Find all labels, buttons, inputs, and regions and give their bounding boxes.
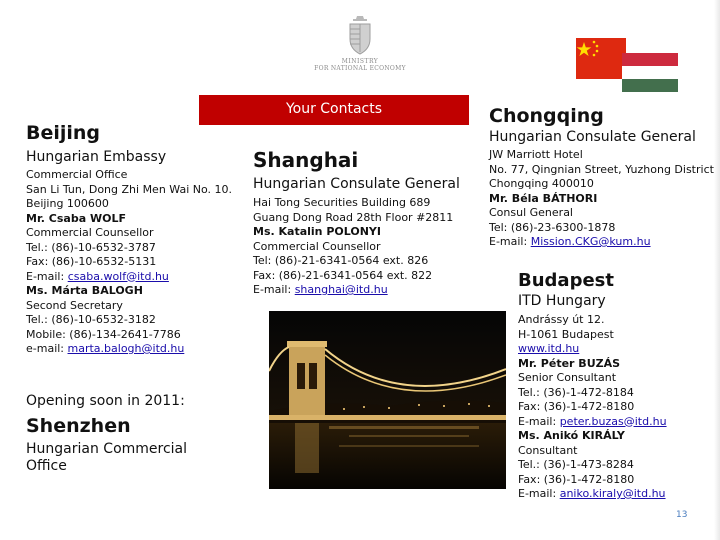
chongqing-email-link[interactable]: Mission.CKG@kum.hu [530, 235, 651, 248]
chongqing-line: Chongqing 400010 [489, 177, 594, 190]
shenzhen-title: Shenzhen [26, 415, 131, 437]
beijing-contact2-email-row [26, 342, 256, 357]
shanghai-email-link[interactable]: shanghai@itd.hu [294, 283, 388, 296]
chongqing-title: Chongqing [489, 105, 604, 127]
budapest-contact1-email-link[interactable]: peter.buzas@itd.hu [559, 414, 667, 428]
china-flag [576, 38, 626, 79]
chongqing-contact-name: Mr. Béla BÁTHORI [489, 191, 598, 205]
budapest-contact2-email-row [518, 487, 714, 502]
budapest-title: Budapest [518, 270, 614, 291]
beijing-contact1-line: Fax: (86)-10-6532-5131 [26, 255, 157, 268]
beijing-contact1-line: Commercial Counsellor [26, 226, 154, 239]
beijing-title: Beijing [26, 122, 101, 144]
hungary-flag-white [622, 66, 678, 79]
shanghai-title: Shanghai [253, 148, 359, 172]
shenzhen-section [26, 391, 256, 475]
hungary-flag [622, 53, 678, 92]
hungary-flag-red [622, 53, 678, 66]
budapest-org: ITD Hungary [518, 293, 606, 309]
budapest-contact1-line: Fax: (36)-1-472-8180 [518, 400, 635, 413]
chongqing-section [489, 104, 714, 250]
email-label: E-mail: [518, 414, 560, 428]
beijing-contact1-email-row [26, 270, 256, 285]
contacts-banner-title: Your Contacts [285, 101, 383, 117]
coat-of-arms-icon [345, 15, 375, 55]
beijing-contact2-line: Tel.: (86)-10-6532-3182 [26, 313, 156, 326]
beijing-contact2-line: Second Secretary [26, 298, 123, 312]
beijing-section [26, 122, 256, 357]
budapest-web-link[interactable]: www.itd.hu [518, 342, 580, 355]
shanghai-email-row [253, 283, 483, 298]
shenzhen-org: Office [26, 458, 67, 474]
chain-bridge-photo [269, 311, 506, 489]
chongqing-contact-line: Consul General [489, 206, 573, 219]
chongqing-line: JW Marriott Hotel [489, 148, 583, 161]
shanghai-line: Hai Tong Securities Building 689 [253, 196, 431, 209]
beijing-line: San Li Tun, Dong Zhi Men Wai No. 10. [26, 182, 233, 196]
email-label: E-mail: [518, 487, 560, 500]
beijing-line: Commercial Office [26, 168, 128, 181]
budapest-line: Andrássy út 12. [518, 313, 605, 326]
bridge-illustration [269, 311, 506, 489]
shanghai-contact-line: Tel: (86)-21-6341-0564 ext. 826 [253, 254, 429, 267]
page-number: 13 [676, 510, 688, 520]
shenzhen-opening-note: Opening soon in 2011: [26, 393, 185, 409]
ministry-logo [300, 15, 420, 85]
beijing-line: Beijing 100600 [26, 197, 109, 210]
budapest-contact2-line: Consultant [518, 443, 578, 457]
beijing-org: Hungarian Embassy [26, 149, 167, 165]
budapest-line: H-1061 Budapest [518, 327, 614, 341]
china-flag-stars-icon [576, 38, 626, 79]
budapest-contact2-line: Tel.: (36)-1-473-8284 [518, 458, 634, 471]
beijing-contact1-name: Mr. Csaba WOLF [26, 211, 126, 225]
chongqing-line: No. 77, Qingnian Street, Yuzhong District [489, 162, 714, 176]
beijing-contact2-name: Ms. Márta BALOGH [26, 284, 143, 297]
budapest-contact1-name: Mr. Péter BUZÁS [518, 356, 621, 370]
logo-line-1: MINISTRY [341, 58, 379, 65]
budapest-contact1-line: Senior Consultant [518, 371, 617, 384]
chongqing-contact-line: Tel: (86)-23-6300-1878 [489, 220, 616, 234]
email-label: E-mail: [26, 269, 68, 283]
shenzhen-org: Hungarian Commercial [26, 441, 188, 457]
email-label: e-mail: [26, 342, 68, 355]
shanghai-contact-line: Commercial Counsellor [253, 239, 381, 253]
hungary-flag-green [622, 79, 678, 92]
shanghai-contact-name: Ms. Katalin POLONYI [253, 225, 381, 238]
email-label: E-mail: [489, 235, 531, 248]
budapest-contact1-line: Tel.: (36)-1-472-8184 [518, 385, 634, 399]
right-edge-shadow [714, 0, 720, 540]
beijing-contact1-line: Tel.: (86)-10-6532-3787 [26, 240, 156, 254]
budapest-contact2-line: Fax: (36)-1-472-8180 [518, 472, 635, 486]
beijing-contact2-email-link[interactable]: marta.balogh@itd.hu [67, 342, 185, 355]
budapest-contact2-name: Ms. Anikó KIRÁLY [518, 429, 625, 442]
chongqing-email-row [489, 235, 714, 250]
budapest-contact2-email-link[interactable]: aniko.kiraly@itd.hu [559, 487, 666, 500]
beijing-contact2-line: Mobile: (86)-134-2641-7786 [26, 327, 181, 341]
shanghai-line: Guang Dong Road 28th Floor #2811 [253, 210, 454, 224]
beijing-contact1-email-link[interactable]: csaba.wolf@itd.hu [67, 269, 169, 283]
shanghai-section [253, 148, 483, 298]
shanghai-org: Hungarian Consulate General [253, 176, 460, 192]
budapest-contact1-email-row [518, 415, 714, 430]
logo-line-2: FOR NATIONAL ECONOMY [314, 65, 406, 72]
budapest-section [518, 270, 714, 502]
shanghai-contact-line: Fax: (86)-21-6341-0564 ext. 822 [253, 268, 433, 282]
chongqing-org: Hungarian Consulate General [489, 129, 696, 145]
email-label: E-mail: [253, 283, 295, 296]
